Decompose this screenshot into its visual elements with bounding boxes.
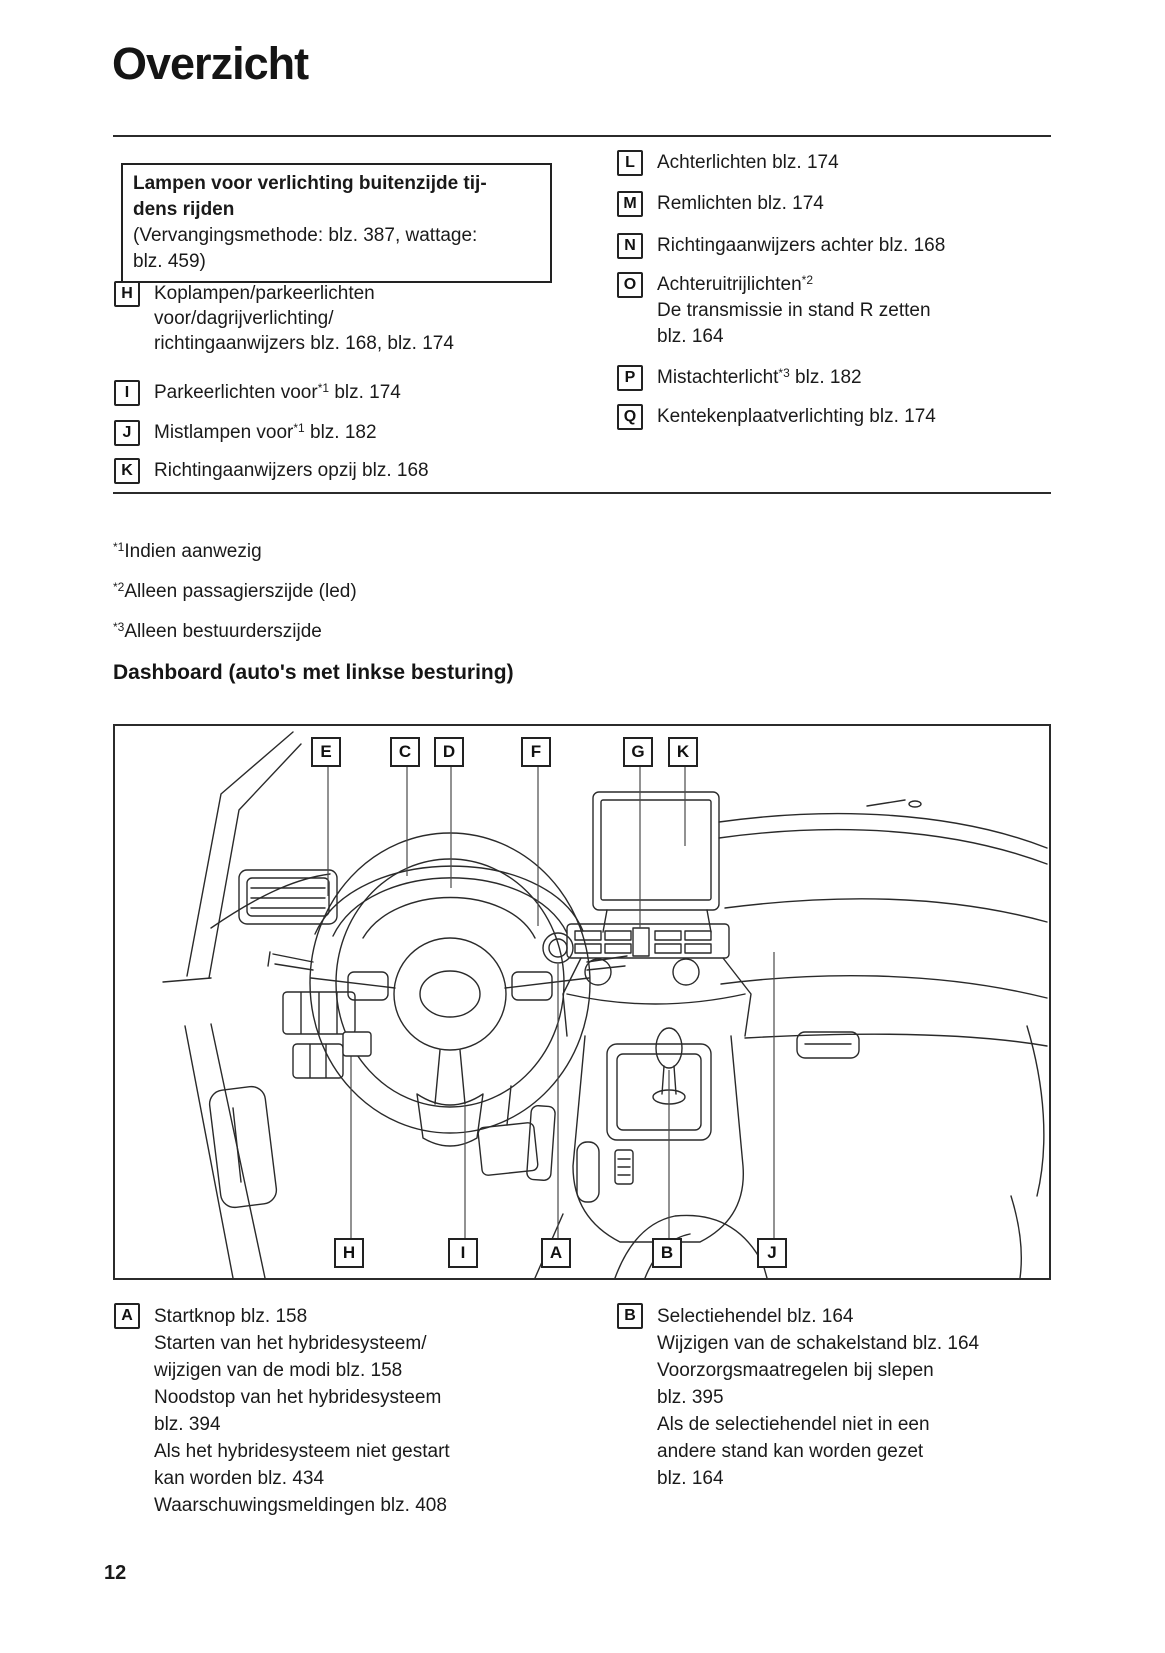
footnote-marker: *1	[293, 421, 305, 435]
item-text-line: blz. 182	[304, 422, 377, 443]
item-text	[657, 191, 824, 216]
footnote-marker: *2	[113, 580, 125, 594]
item-letter-box: Q	[617, 404, 643, 430]
diagram-label-C: C	[390, 737, 420, 767]
legend-item-J	[114, 420, 569, 446]
item-text-line: blz. 395	[657, 1387, 724, 1408]
diagram-label-J: J	[757, 1238, 787, 1268]
item-text	[657, 404, 936, 429]
footnote-2	[113, 580, 357, 604]
diagram-label-E: E	[311, 737, 341, 767]
legend-item-O	[617, 272, 1037, 350]
item-text-line: De transmissie in stand R zetten	[657, 300, 931, 321]
diagram-label-G: G	[623, 737, 653, 767]
legend-item-K	[114, 458, 569, 484]
legend-item-B	[617, 1303, 1047, 1492]
item-text-line: Voorzorgsmaatregelen bij slepen	[657, 1360, 934, 1381]
item-text	[154, 1303, 450, 1519]
item-text-line: wijzigen van de modi blz. 158	[154, 1360, 403, 1381]
legend-item-L	[617, 150, 1037, 176]
item-text-line: blz. 164	[657, 326, 724, 347]
item-text-line: Als het hybridesysteem niet gestart	[154, 1441, 450, 1462]
item-text-line: blz. 182	[789, 367, 862, 388]
diagram-label-H: H	[334, 1238, 364, 1268]
item-text-line: blz. 164	[657, 1468, 724, 1489]
item-letter-box: A	[114, 1303, 140, 1329]
footnote-text: Alleen passagierszijde (led)	[124, 581, 357, 602]
item-text	[154, 458, 429, 483]
item-text	[154, 281, 454, 356]
item-text-line: voor/dagrijverlichting/	[154, 308, 334, 329]
note-heading-line: Lampen voor verlichting buitenzijde tij-	[133, 173, 487, 194]
note-heading-line: dens rijden	[133, 199, 235, 220]
item-letter-box: B	[617, 1303, 643, 1329]
item-text-line: Mistlampen voor	[154, 422, 294, 443]
footnote-text: Indien aanwezig	[124, 541, 262, 562]
item-text	[657, 272, 931, 350]
footnote-marker: *3	[113, 620, 125, 634]
dashboard-line-art	[115, 726, 1049, 1278]
item-text-line: blz. 174	[329, 382, 401, 403]
item-text-line: Kentekenplaatverlichting blz. 174	[657, 406, 936, 427]
diagram-label-A: A	[541, 1238, 571, 1268]
item-text-line: Richtingaanwijzers achter blz. 168	[657, 235, 946, 256]
legend-item-H	[114, 281, 569, 356]
page-title: Overzicht	[112, 38, 309, 89]
footnote-3	[113, 620, 322, 644]
item-text-line: Noodstop van het hybridesysteem	[154, 1387, 442, 1408]
item-text-line: Als de selectiehendel niet in een	[657, 1414, 930, 1435]
item-text-line: Waarschuwingsmeldingen blz. 408	[154, 1495, 447, 1516]
legend-item-A	[114, 1303, 574, 1519]
item-text-line: richtingaanwijzers blz. 168, blz. 174	[154, 333, 454, 354]
item-text-line: Koplampen/parkeerlichten	[154, 283, 375, 304]
diagram-label-K: K	[668, 737, 698, 767]
item-letter-box: K	[114, 458, 140, 484]
diagram-label-F: F	[521, 737, 551, 767]
item-letter-box: N	[617, 233, 643, 259]
page-number: 12	[104, 1562, 127, 1584]
item-text-line: blz. 394	[154, 1414, 221, 1435]
item-text-line: Achteruitrijlichten$^{*2}$	[657, 273, 814, 295]
item-text-line: Wijzigen van de schakelstand blz. 164	[657, 1333, 980, 1354]
item-letter-box: O	[617, 272, 643, 298]
item-letter-box: L	[617, 150, 643, 176]
item-letter-box: P	[617, 365, 643, 391]
item-text-line: kan worden blz. 434	[154, 1468, 325, 1489]
item-text-line: Achterlichten blz. 174	[657, 152, 839, 173]
item-text	[657, 233, 945, 258]
dashboard-heading: Dashboard (auto's met linkse besturing)	[113, 661, 514, 684]
item-text-line: Parkeerlichten voor	[154, 382, 318, 403]
section-divider	[113, 492, 1051, 494]
legend-item-N	[617, 233, 1037, 259]
item-text	[154, 420, 377, 445]
legend-item-M	[617, 191, 1037, 217]
item-text	[657, 1303, 979, 1492]
legend-item-P	[617, 365, 1037, 391]
item-text	[657, 365, 862, 390]
diagram-label-I: I	[448, 1238, 478, 1268]
item-text-line: Starten van het hybridesysteem/	[154, 1333, 427, 1354]
legend-item-I	[114, 380, 569, 406]
item-text-line: Remlichten blz. 174	[657, 193, 824, 214]
exterior-lights-note-box	[121, 163, 552, 283]
note-body-line: blz. 459)	[133, 251, 206, 272]
item-letter-box: M	[617, 191, 643, 217]
item-text	[657, 150, 839, 175]
footnote-marker: *3	[778, 366, 790, 380]
footnote-text: Alleen bestuurderszijde	[124, 621, 322, 642]
item-letter-box: J	[114, 420, 140, 446]
item-text-line: Richtingaanwijzers opzij blz. 168	[154, 460, 429, 481]
footnote-marker: *2	[801, 273, 814, 287]
note-body-line: (Vervangingsmethode: blz. 387, wattage:	[133, 225, 478, 246]
item-text	[154, 380, 401, 405]
item-text-line: Startknop blz. 158	[154, 1306, 308, 1327]
item-text-line: Mistachterlicht	[657, 367, 779, 388]
legend-item-Q	[617, 404, 1037, 430]
item-letter-box: H	[114, 281, 140, 307]
dashboard-diagram	[113, 724, 1051, 1280]
footnote-marker: *1	[113, 540, 125, 554]
item-text-line: andere stand kan worden gezet	[657, 1441, 924, 1462]
footnote-marker: *1	[317, 381, 330, 395]
top-divider	[113, 135, 1051, 137]
diagram-label-B: B	[652, 1238, 682, 1268]
diagram-label-D: D	[434, 737, 464, 767]
footnote-1	[113, 540, 262, 564]
item-letter-box: I	[114, 380, 140, 406]
item-text-line: Selectiehendel blz. 164	[657, 1306, 854, 1327]
